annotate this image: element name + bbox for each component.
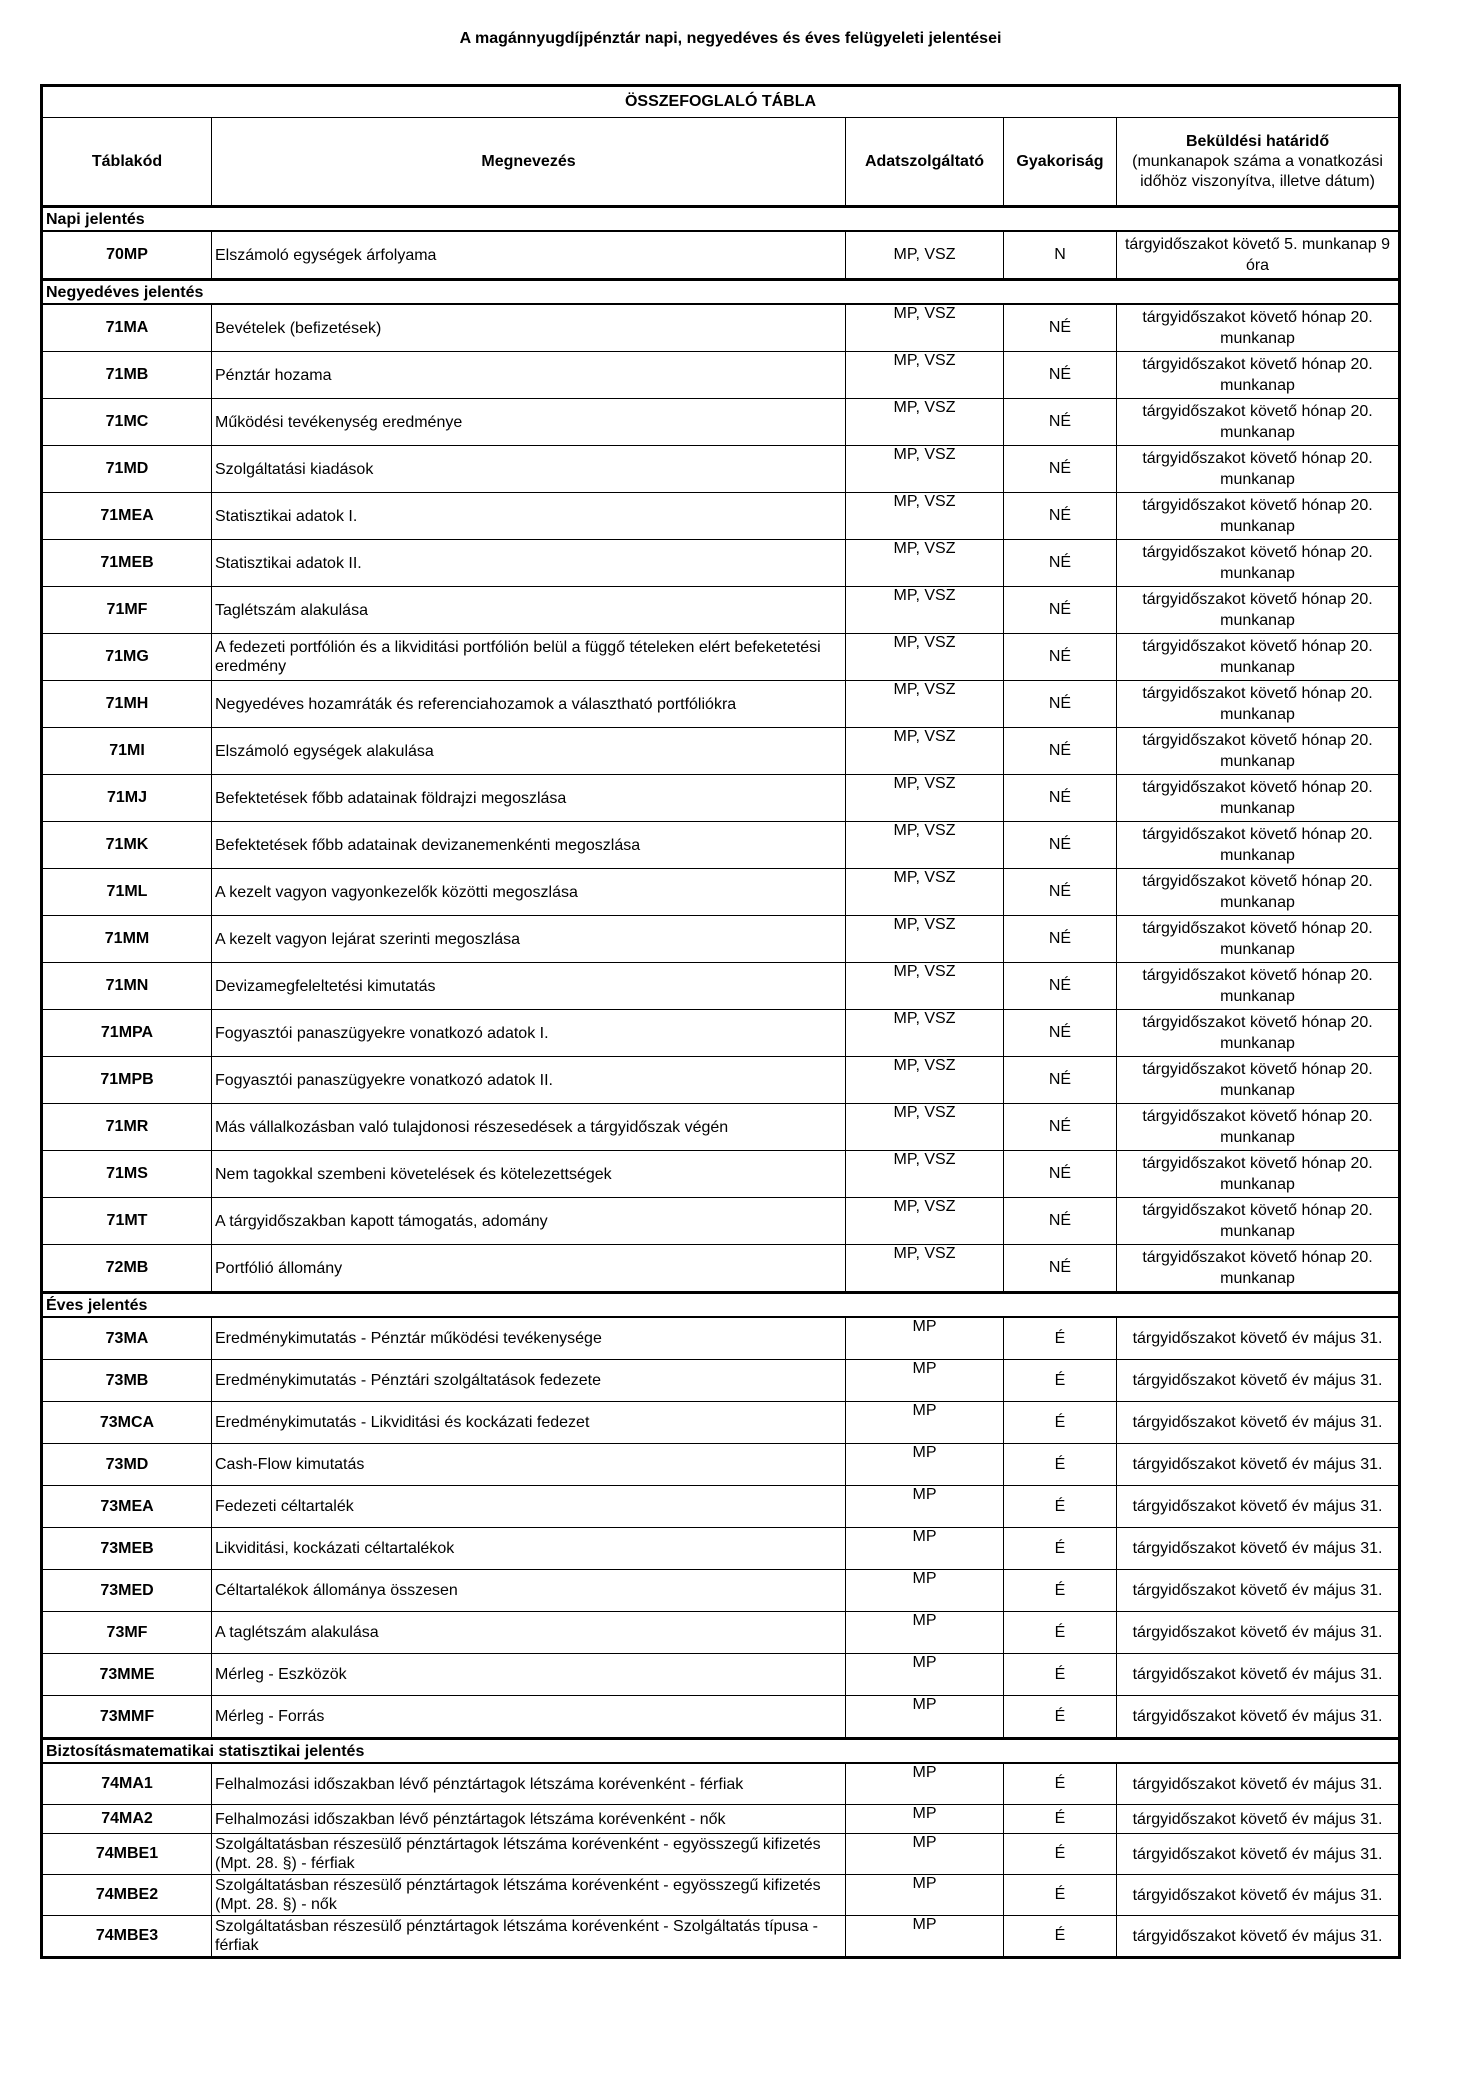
row-deadline: tárgyidőszakot követő év május 31. (1117, 1696, 1400, 1739)
row-provider: MP (846, 1360, 1004, 1402)
row-deadline: tárgyidőszakot követő év május 31. (1117, 1486, 1400, 1528)
row-provider: MP (846, 1486, 1004, 1528)
row-deadline: tárgyidőszakot követő hónap 20. munkanap (1117, 1245, 1400, 1293)
row-provider: MP, VSZ (846, 728, 1004, 775)
row-provider: MP, VSZ (846, 916, 1004, 963)
row-provider: MP, VSZ (846, 822, 1004, 869)
row-code: 71MEB (42, 540, 212, 587)
row-frequency: NÉ (1004, 822, 1117, 869)
row-provider: MP, VSZ (846, 1010, 1004, 1057)
row-code: 71MJ (42, 775, 212, 822)
row-name: Eredménykimutatás - Pénztár működési tevékenysége (212, 1317, 846, 1360)
row-name: Bevételek (befizetések) (212, 304, 846, 352)
table-row (42, 1612, 1400, 1654)
table-row (42, 681, 1400, 728)
row-frequency: NÉ (1004, 304, 1117, 352)
table-row (42, 399, 1400, 446)
row-code: 73MB (42, 1360, 212, 1402)
table-row (42, 1763, 1400, 1805)
row-deadline: tárgyidőszakot követő hónap 20. munkanap (1117, 1198, 1400, 1245)
section-header-row (42, 1739, 1400, 1764)
table-body (42, 207, 1400, 1958)
table-row (42, 1834, 1400, 1875)
row-provider: MP (846, 1763, 1004, 1805)
row-name: A fedezeti portfólión és a likviditási portfólión belül a függő tételeken elért befeketetési eredmény (212, 634, 846, 681)
row-code: 71MG (42, 634, 212, 681)
row-name: Más vállalkozásban való tulajdonosi részesedések a tárgyidőszak végén (212, 1104, 846, 1151)
row-provider: MP, VSZ (846, 1057, 1004, 1104)
row-deadline: tárgyidőszakot követő év május 31. (1117, 1528, 1400, 1570)
row-deadline: tárgyidőszakot követő hónap 20. munkanap (1117, 634, 1400, 681)
row-code: 71MH (42, 681, 212, 728)
row-frequency: É (1004, 1805, 1117, 1834)
row-name: Szolgáltatásban részesülő pénztártagok létszáma korévenként - egyösszegű kifizetés (Mpt. 28. §) - férfiak (212, 1834, 846, 1875)
row-provider: MP, VSZ (846, 634, 1004, 681)
row-frequency: N (1004, 231, 1117, 280)
row-code: 71MS (42, 1151, 212, 1198)
row-name: Statisztikai adatok I. (212, 493, 846, 540)
table-row (42, 493, 1400, 540)
row-provider: MP (846, 1570, 1004, 1612)
table-row (42, 1696, 1400, 1739)
row-code: 71ML (42, 869, 212, 916)
section-title (42, 207, 1400, 232)
row-name: Taglétszám alakulása (212, 587, 846, 634)
row-frequency: NÉ (1004, 1057, 1117, 1104)
row-deadline: tárgyidőszakot követő év május 31. (1117, 1763, 1400, 1805)
table-row (42, 634, 1400, 681)
row-provider: MP, VSZ (846, 399, 1004, 446)
row-deadline: tárgyidőszakot követő hónap 20. munkanap (1117, 681, 1400, 728)
row-frequency: É (1004, 1486, 1117, 1528)
table-row (42, 231, 1400, 280)
row-code: 73MD (42, 1444, 212, 1486)
row-frequency: NÉ (1004, 1151, 1117, 1198)
row-provider: MP, VSZ (846, 446, 1004, 493)
row-code: 70MP (42, 231, 212, 280)
row-frequency: É (1004, 1612, 1117, 1654)
row-name: Mérleg - Forrás (212, 1696, 846, 1739)
row-provider: MP, VSZ (846, 963, 1004, 1010)
row-provider: MP (846, 1916, 1004, 1958)
row-code: 74MA2 (42, 1805, 212, 1834)
section-title-text: Negyedéves jelentés (46, 284, 204, 301)
row-frequency: É (1004, 1696, 1117, 1739)
table-row (42, 1104, 1400, 1151)
row-deadline: tárgyidőszakot követő év május 31. (1117, 1875, 1400, 1916)
row-deadline: tárgyidőszakot követő év május 31. (1117, 1834, 1400, 1875)
row-provider: MP, VSZ (846, 352, 1004, 399)
header-deadline (1117, 118, 1400, 207)
table-row (42, 1402, 1400, 1444)
row-deadline: tárgyidőszakot követő hónap 20. munkanap (1117, 1057, 1400, 1104)
row-name: Eredménykimutatás - Pénztári szolgáltatások fedezete (212, 1360, 846, 1402)
table-row (42, 446, 1400, 493)
row-deadline: tárgyidőszakot követő hónap 20. munkanap (1117, 352, 1400, 399)
row-frequency: É (1004, 1570, 1117, 1612)
row-code: 73MED (42, 1570, 212, 1612)
row-name: Céltartalékok állománya összesen (212, 1570, 846, 1612)
table-row (42, 1057, 1400, 1104)
table-row (42, 1570, 1400, 1612)
row-deadline: tárgyidőszakot követő hónap 20. munkanap (1117, 1104, 1400, 1151)
row-provider: MP, VSZ (846, 1151, 1004, 1198)
row-deadline: tárgyidőszakot követő hónap 20. munkanap (1117, 1151, 1400, 1198)
row-code: 71MPB (42, 1057, 212, 1104)
section-title (42, 1293, 1400, 1318)
row-frequency: NÉ (1004, 728, 1117, 775)
row-provider: MP, VSZ (846, 587, 1004, 634)
header-frequency: Gyakoriság (1004, 118, 1117, 207)
row-name: Nem tagokkal szembeni követelések és kötelezettségek (212, 1151, 846, 1198)
row-frequency: NÉ (1004, 540, 1117, 587)
row-deadline: tárgyidőszakot követő év május 31. (1117, 1402, 1400, 1444)
row-name: Cash-Flow kimutatás (212, 1444, 846, 1486)
row-code: 73MF (42, 1612, 212, 1654)
row-code: 73MA (42, 1317, 212, 1360)
row-frequency: É (1004, 1654, 1117, 1696)
row-provider: MP, VSZ (846, 1104, 1004, 1151)
row-deadline: tárgyidőszakot követő hónap 20. munkanap (1117, 304, 1400, 352)
row-deadline: tárgyidőszakot követő év május 31. (1117, 1317, 1400, 1360)
row-name: Mérleg - Eszközök (212, 1654, 846, 1696)
row-name: Negyedéves hozamráták és referenciahozamok a választható portfóliókra (212, 681, 846, 728)
row-code: 74MBE2 (42, 1875, 212, 1916)
table-row (42, 1805, 1400, 1834)
row-frequency: NÉ (1004, 869, 1117, 916)
row-name: Szolgáltatásban részesülő pénztártagok létszáma korévenként - egyösszegű kifizetés (Mpt. 28. §) - nők (212, 1875, 846, 1916)
row-code: 73MCA (42, 1402, 212, 1444)
row-name: A taglétszám alakulása (212, 1612, 846, 1654)
table-row (42, 916, 1400, 963)
row-frequency: É (1004, 1444, 1117, 1486)
table-row (42, 1528, 1400, 1570)
row-code: 71MN (42, 963, 212, 1010)
row-deadline: tárgyidőszakot követő év május 31. (1117, 1805, 1400, 1834)
row-provider: MP (846, 1875, 1004, 1916)
row-name: Felhalmozási időszakban lévő pénztártagok létszáma korévenként - férfiak (212, 1763, 846, 1805)
row-name: Szolgáltatási kiadások (212, 446, 846, 493)
row-provider: MP, VSZ (846, 1245, 1004, 1293)
table-row (42, 1317, 1400, 1360)
row-provider: MP (846, 1834, 1004, 1875)
row-code: 71MK (42, 822, 212, 869)
row-frequency: É (1004, 1317, 1117, 1360)
row-code: 73MMF (42, 1696, 212, 1739)
table-row (42, 587, 1400, 634)
row-provider: MP (846, 1654, 1004, 1696)
row-deadline: tárgyidőszakot követő hónap 20. munkanap (1117, 493, 1400, 540)
row-frequency: É (1004, 1916, 1117, 1958)
section-header-row (42, 280, 1400, 305)
row-frequency: NÉ (1004, 916, 1117, 963)
row-name: Szolgáltatásban részesülő pénztártagok létszáma korévenként - Szolgáltatás típusa - férfiak (212, 1916, 846, 1958)
row-name: Befektetések főbb adatainak földrajzi megoszlása (212, 775, 846, 822)
row-deadline: tárgyidőszakot követő év május 31. (1117, 1360, 1400, 1402)
row-provider: MP (846, 1444, 1004, 1486)
row-name: Felhalmozási időszakban lévő pénztártagok létszáma korévenként - nők (212, 1805, 846, 1834)
row-deadline: tárgyidőszakot követő hónap 20. munkanap (1117, 540, 1400, 587)
row-provider: MP (846, 1696, 1004, 1739)
row-frequency: NÉ (1004, 446, 1117, 493)
row-name: Elszámoló egységek árfolyama (212, 231, 846, 280)
row-provider: MP (846, 1402, 1004, 1444)
row-frequency: É (1004, 1360, 1117, 1402)
row-frequency: NÉ (1004, 634, 1117, 681)
row-code: 71MPA (42, 1010, 212, 1057)
row-name: A kezelt vagyon vagyonkezelők közötti megoszlása (212, 869, 846, 916)
row-name: Devizamegfeleltetési kimutatás (212, 963, 846, 1010)
row-code: 71MM (42, 916, 212, 963)
row-name: A kezelt vagyon lejárat szerinti megoszlása (212, 916, 846, 963)
table-row (42, 1486, 1400, 1528)
row-provider: MP, VSZ (846, 231, 1004, 280)
row-code: 74MA1 (42, 1763, 212, 1805)
row-frequency: É (1004, 1763, 1117, 1805)
row-provider: MP, VSZ (846, 775, 1004, 822)
row-provider: MP, VSZ (846, 869, 1004, 916)
row-code: 71MC (42, 399, 212, 446)
row-deadline: tárgyidőszakot követő hónap 20. munkanap (1117, 963, 1400, 1010)
row-code: 71MR (42, 1104, 212, 1151)
row-deadline: tárgyidőszakot követő hónap 20. munkanap (1117, 446, 1400, 493)
row-frequency: NÉ (1004, 681, 1117, 728)
row-frequency: NÉ (1004, 1104, 1117, 1151)
row-name: Elszámoló egységek alakulása (212, 728, 846, 775)
row-provider: MP, VSZ (846, 681, 1004, 728)
table-row (42, 1360, 1400, 1402)
table-row (42, 1654, 1400, 1696)
row-provider: MP (846, 1528, 1004, 1570)
row-code: 71MD (42, 446, 212, 493)
table-row (42, 1151, 1400, 1198)
section-title-text: Biztosításmatematikai statisztikai jelentés (46, 1743, 365, 1760)
row-code: 71MB (42, 352, 212, 399)
header-code: Táblakód (42, 118, 212, 207)
table-row (42, 1010, 1400, 1057)
row-deadline: tárgyidőszakot követő hónap 20. munkanap (1117, 822, 1400, 869)
row-code: 71MI (42, 728, 212, 775)
row-name: Likviditási, kockázati céltartalékok (212, 1528, 846, 1570)
table-row (42, 540, 1400, 587)
row-frequency: NÉ (1004, 587, 1117, 634)
row-frequency: NÉ (1004, 1198, 1117, 1245)
row-name: Pénztár hozama (212, 352, 846, 399)
row-code: 73MME (42, 1654, 212, 1696)
row-code: 73MEA (42, 1486, 212, 1528)
row-provider: MP, VSZ (846, 1198, 1004, 1245)
row-provider: MP, VSZ (846, 540, 1004, 587)
table-title: ÖSSZEFOGLALÓ TÁBLA (42, 86, 1400, 118)
row-code: 71MT (42, 1198, 212, 1245)
row-name: Fedezeti céltartalék (212, 1486, 846, 1528)
row-frequency: É (1004, 1834, 1117, 1875)
table-row (42, 963, 1400, 1010)
row-deadline: tárgyidőszakot követő hónap 20. munkanap (1117, 728, 1400, 775)
section-title (42, 280, 1400, 305)
header-name: Megnevezés (212, 118, 846, 207)
table-row (42, 1916, 1400, 1958)
row-code: 73MEB (42, 1528, 212, 1570)
table-row (42, 1245, 1400, 1293)
row-provider: MP (846, 1805, 1004, 1834)
header-deadline-title: Beküldési határidő (1185, 132, 1330, 150)
section-title-text: Éves jelentés (46, 1297, 148, 1314)
row-frequency: NÉ (1004, 399, 1117, 446)
row-frequency: NÉ (1004, 352, 1117, 399)
row-name: Statisztikai adatok II. (212, 540, 846, 587)
summary-table (40, 84, 1401, 1959)
section-title-text: Napi jelentés (46, 211, 145, 228)
row-name: Fogyasztói panaszügyekre vonatkozó adatok I. (212, 1010, 846, 1057)
table-row (42, 352, 1400, 399)
row-name: Portfólió állomány (212, 1245, 846, 1293)
row-frequency: NÉ (1004, 493, 1117, 540)
table-row (42, 775, 1400, 822)
row-name: Működési tevékenység eredménye (212, 399, 846, 446)
row-deadline: tárgyidőszakot követő hónap 20. munkanap (1117, 399, 1400, 446)
row-frequency: NÉ (1004, 775, 1117, 822)
header-deadline-subtitle: (munkanapok száma a vonatkozási időhöz viszonyítva, illetve dátum) (1132, 152, 1383, 190)
row-name: A tárgyidőszakban kapott támogatás, adomány (212, 1198, 846, 1245)
row-deadline: tárgyidőszakot követő év május 31. (1117, 1654, 1400, 1696)
row-name: Befektetések főbb adatainak devizanemenkénti megoszlása (212, 822, 846, 869)
row-provider: MP (846, 1317, 1004, 1360)
row-frequency: NÉ (1004, 1245, 1117, 1293)
table-row (42, 1875, 1400, 1916)
section-header-row (42, 1293, 1400, 1318)
section-header-row (42, 207, 1400, 232)
row-provider: MP, VSZ (846, 493, 1004, 540)
row-frequency: NÉ (1004, 963, 1117, 1010)
row-deadline: tárgyidőszakot követő 5. munkanap 9 óra (1117, 231, 1400, 280)
row-code: 71MF (42, 587, 212, 634)
row-deadline: tárgyidőszakot követő hónap 20. munkanap (1117, 587, 1400, 634)
row-deadline: tárgyidőszakot követő év május 31. (1117, 1570, 1400, 1612)
section-title (42, 1739, 1400, 1764)
row-provider: MP, VSZ (846, 304, 1004, 352)
row-deadline: tárgyidőszakot követő év május 31. (1117, 1916, 1400, 1958)
row-deadline: tárgyidőszakot követő év május 31. (1117, 1612, 1400, 1654)
row-frequency: NÉ (1004, 1010, 1117, 1057)
row-deadline: tárgyidőszakot követő hónap 20. munkanap (1117, 869, 1400, 916)
document-title: A magánnyugdíjpénztár napi, negyedéves és éves felügyeleti jelentései (459, 30, 1002, 47)
row-deadline: tárgyidőszakot követő hónap 20. munkanap (1117, 775, 1400, 822)
row-code: 72MB (42, 1245, 212, 1293)
row-name: Eredménykimutatás - Likviditási és kockázati fedezet (212, 1402, 846, 1444)
row-code: 74MBE3 (42, 1916, 212, 1958)
row-code: 71MEA (42, 493, 212, 540)
table-row (42, 869, 1400, 916)
row-deadline: tárgyidőszakot követő hónap 20. munkanap (1117, 916, 1400, 963)
table-row (42, 1198, 1400, 1245)
table-row (42, 304, 1400, 352)
row-frequency: É (1004, 1528, 1117, 1570)
row-code: 71MA (42, 304, 212, 352)
table-row (42, 728, 1400, 775)
header-provider: Adatszolgáltató (846, 118, 1004, 207)
table-row (42, 822, 1400, 869)
row-provider: MP (846, 1612, 1004, 1654)
row-deadline: tárgyidőszakot követő év május 31. (1117, 1444, 1400, 1486)
row-name: Fogyasztói panaszügyekre vonatkozó adatok II. (212, 1057, 846, 1104)
row-deadline: tárgyidőszakot követő hónap 20. munkanap (1117, 1010, 1400, 1057)
row-frequency: É (1004, 1875, 1117, 1916)
row-frequency: É (1004, 1402, 1117, 1444)
table-row (42, 1444, 1400, 1486)
row-code: 74MBE1 (42, 1834, 212, 1875)
